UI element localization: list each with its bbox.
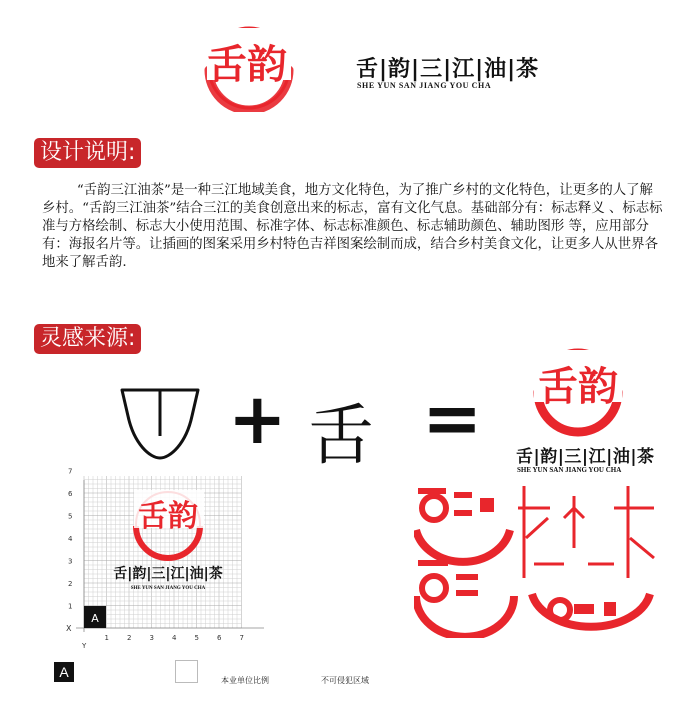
grid-unit-label: A (91, 612, 99, 625)
x-tick-label: 3 (149, 634, 154, 642)
y-tick-label: 4 (68, 535, 73, 543)
equals-sign: = (422, 376, 483, 460)
legend-unit-label: 本业单位比例 (221, 676, 269, 685)
x-axis-label: X (66, 624, 72, 633)
y-tick-label: 7 (68, 468, 73, 476)
y-tick-label: 5 (68, 512, 73, 521)
top-seal-logo (193, 20, 313, 112)
x-tick-label: 6 (217, 634, 222, 642)
plus-sign: + (228, 378, 287, 460)
y-axis-label: Y (82, 642, 87, 650)
design-body-text: “舌韵三江油茶”是一种三江地域美食，地方文化特色，为了推广乡村的文化特色，让更多的人了解乡村。“舌韵三江油茶”结合三江的美食创意出来的标志，富有文化气息。基础部分有：标志释义 、标志标准与方格绘制、标志大小使用范围、标准字体、标志标准颜色、标志辅助颜色、辅助图形 等，应用部分有：海报名片等。让插画的图案采用乡村特色吉祥图案绘制而成，结合乡村美食文化，让更多人从世界各地来了解舌韵. (42, 183, 663, 270)
pattern-graphic (414, 478, 664, 638)
x-tick-label: 7 (239, 634, 244, 642)
grid-brand-en: SHE YUN SAN JIANG YOU CHA (130, 586, 206, 591)
result-brand-cn: 舌|韵|三|江|油|茶 (516, 447, 655, 467)
x-tick-label: 1 (104, 634, 109, 642)
y-tick-label: 6 (68, 490, 73, 498)
y-tick-label: 3 (68, 557, 73, 566)
inspiration-heading: 灵感来源: (34, 324, 141, 354)
brand-name-cn: 舌|韵|三|江|油|茶 (356, 57, 540, 82)
x-tick-label: 4 (172, 634, 177, 642)
tongue-icon (118, 386, 202, 462)
seal-text: 舌韵 (207, 42, 287, 88)
legend-unit-swatch: A (54, 662, 74, 682)
design-heading: 设计说明: (34, 138, 141, 168)
x-tick-label: 5 (194, 634, 199, 642)
grid-construction-diagram (60, 468, 270, 653)
result-brand-en: SHE YUN SAN JIANG YOU CHA (517, 466, 622, 474)
design-description (42, 182, 666, 272)
legend-clear-space-label: 不可侵犯区域 (321, 676, 369, 685)
y-tick-label: 1 (68, 602, 73, 611)
y-tick-label: 2 (68, 580, 73, 588)
grid-seal-text: 舌韵 (138, 499, 198, 534)
x-tick-label: 2 (127, 634, 132, 642)
result-seal-text: 舌韵 (538, 364, 618, 410)
legend-clear-space-swatch (175, 660, 198, 683)
brand-name-en: SHE YUN SAN JIANG YOU CHA (357, 81, 492, 90)
tongue-character: 舌 (308, 397, 374, 474)
grid-brand-cn: 舌|韵|三|江|油|茶 (113, 566, 223, 582)
result-seal-logo (520, 346, 640, 438)
